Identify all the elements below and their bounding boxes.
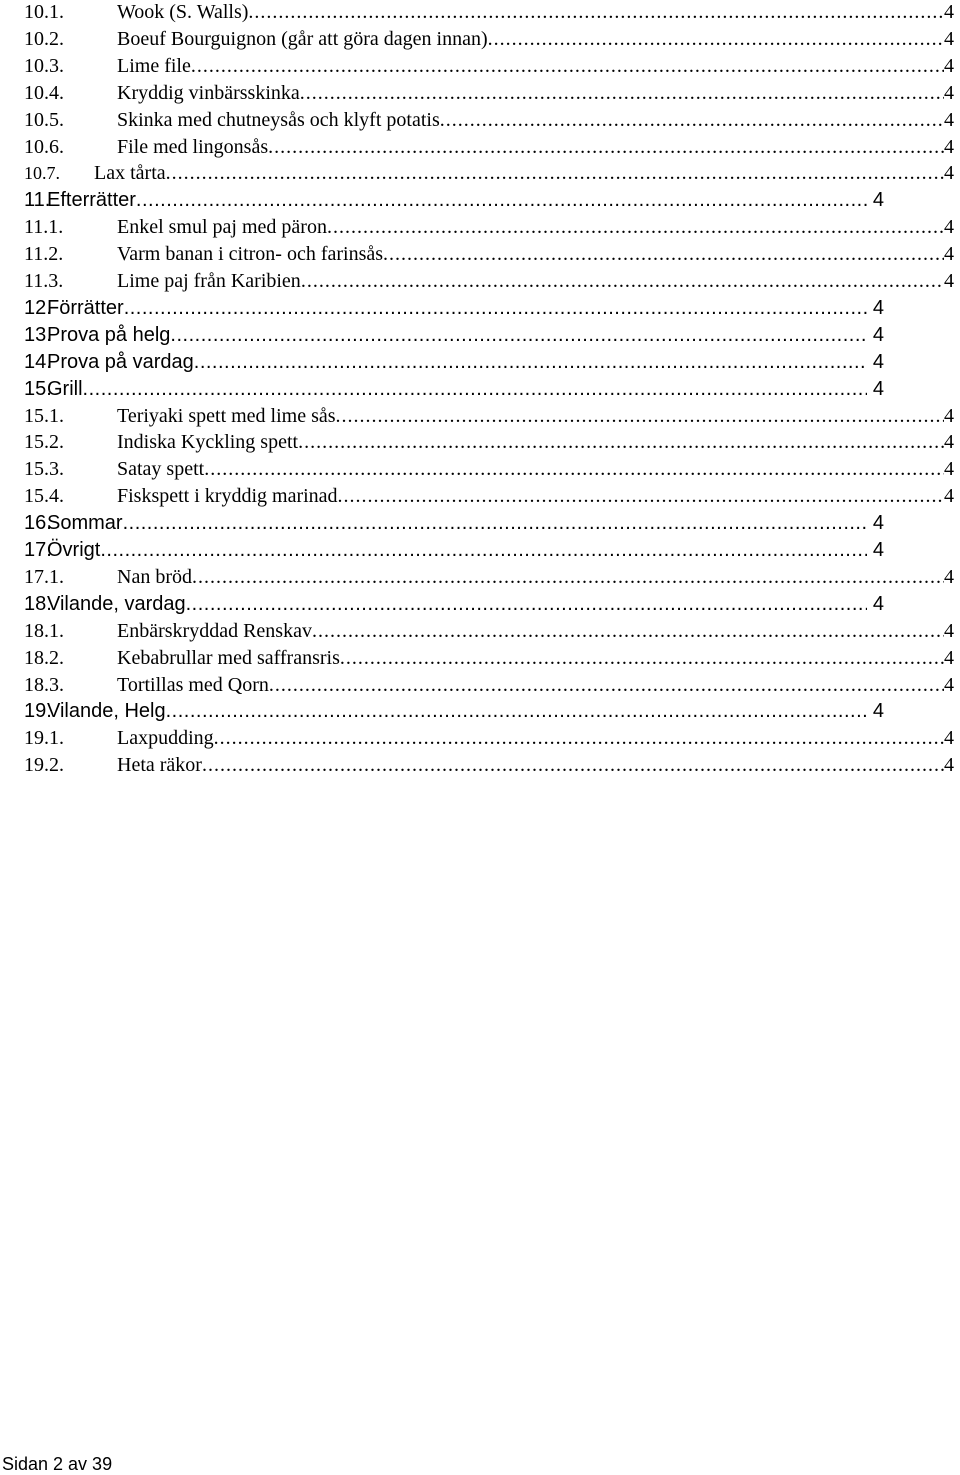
toc-leader-dots — [204, 458, 944, 481]
toc-leader-dots — [312, 620, 944, 643]
toc-entry-title: Nan bröd — [117, 565, 192, 588]
toc-entry[interactable] — [24, 109, 954, 136]
toc-entry-number: 18. — [24, 592, 52, 615]
toc-entry[interactable] — [24, 136, 954, 163]
toc-entry-page: 4 — [872, 323, 884, 346]
toc-entry[interactable] — [24, 458, 954, 485]
toc-entry-number: 15. — [24, 377, 52, 400]
toc-entry[interactable] — [24, 351, 884, 378]
toc-entry-page: 4 — [872, 700, 884, 723]
toc-entry-page: 4 — [872, 296, 884, 319]
page-footer: Sidan 2 av 39 — [2, 1454, 113, 1474]
toc-entry-title: Laxpudding — [117, 727, 214, 750]
toc-entry-title: Sommar — [47, 512, 123, 535]
toc-entry-title: Övrigt — [47, 539, 101, 561]
toc-entry-title: Vilande, Helg — [47, 700, 166, 723]
toc-entry-page: 4 — [872, 350, 884, 373]
toc-entry-page: 4 — [872, 512, 884, 535]
toc-entry-number: 15.1. — [24, 404, 64, 427]
toc-entry-page: 4 — [944, 458, 954, 481]
toc-entry-number: 19.2. — [24, 754, 64, 777]
toc-entry[interactable] — [24, 566, 954, 593]
toc-entry-title: Skinka med chutneysås och klyft potatis — [117, 108, 440, 131]
toc-entry[interactable] — [24, 297, 884, 324]
toc-entry-page: 4 — [944, 727, 954, 750]
toc-leader-dots — [100, 539, 867, 562]
toc-entry-title: Lax tårta — [94, 162, 166, 185]
toc-entry-title: Grill — [47, 377, 83, 400]
toc-entry-page: 4 — [944, 431, 954, 454]
toc-entry-number: 12. — [24, 296, 52, 319]
toc-entry-title: Vilande, vardag — [47, 592, 186, 615]
toc-entry-title: Enkel smul paj med päron — [117, 216, 327, 239]
toc-entry-page: 4 — [944, 135, 954, 158]
toc-entry-number: 10.7. — [24, 163, 60, 184]
toc-entry[interactable] — [24, 82, 954, 109]
toc-entry-page: 4 — [944, 754, 954, 777]
toc-entry-title: Kebabrullar med saffransris — [117, 646, 340, 669]
toc-leader-dots — [488, 28, 944, 51]
toc-entry-title: Kryddig vinbärsskinka — [117, 81, 300, 104]
toc-entry-page: 4 — [944, 404, 954, 427]
toc-leader-dots — [192, 566, 944, 589]
toc-entry-page: 4 — [944, 673, 954, 696]
toc-leader-dots — [186, 593, 867, 616]
toc-entry[interactable] — [24, 593, 884, 620]
toc-leader-dots — [301, 270, 944, 293]
toc-entry[interactable] — [24, 243, 954, 270]
toc-entry-title: Förrätter — [47, 296, 124, 319]
toc-entry-title: Wook (S. Walls) — [117, 1, 249, 23]
toc-entry-page: 4 — [872, 189, 884, 212]
toc-entry-number: 11. — [24, 189, 51, 212]
toc-entry[interactable] — [24, 55, 954, 82]
toc-entry-title: Efterrätter — [47, 189, 136, 212]
toc-entry[interactable] — [24, 512, 884, 539]
toc-leader-dots — [123, 512, 867, 535]
toc-leader-dots — [136, 189, 867, 212]
toc-leader-dots — [248, 1, 944, 24]
toc-entry[interactable] — [24, 28, 954, 55]
toc-entry-title: Satay spett — [117, 458, 205, 481]
toc-entry-title: Prova på vardag — [47, 350, 194, 373]
toc-leader-dots — [383, 243, 944, 266]
toc-entry-number: 11.2. — [24, 243, 64, 266]
toc-entry-number: 11.1. — [24, 216, 64, 239]
toc-entry-number: 15.4. — [24, 485, 64, 508]
toc-entry-number: 11.3. — [24, 270, 64, 292]
toc-leader-dots — [338, 485, 944, 508]
toc-entry-number: 15.3. — [24, 458, 64, 481]
toc-leader-dots — [298, 431, 944, 454]
toc-entry-title: Heta räkor — [117, 754, 202, 777]
toc-entry-title: Lime paj från Karibien — [117, 270, 301, 292]
toc-entry-title: Fiskspett i kryddig marinad — [117, 485, 338, 508]
toc-leader-dots — [202, 754, 944, 777]
toc-entry-number: 10.4. — [24, 81, 64, 104]
toc-entry-number: 18.2. — [24, 646, 64, 669]
toc-entry[interactable] — [24, 324, 884, 351]
toc-entry-page: 4 — [944, 646, 954, 669]
toc-entry-title: Enbärskryddad Renskav — [117, 619, 312, 642]
toc-entry[interactable] — [24, 162, 954, 189]
toc-entry-number: 19.1. — [24, 727, 64, 750]
toc-entry-number: 10.1. — [24, 1, 64, 23]
toc-leader-dots — [269, 674, 944, 697]
toc-entry-page: 4 — [944, 485, 954, 508]
toc-entry-number: 14. — [24, 350, 52, 373]
toc-entry[interactable] — [24, 700, 884, 727]
toc-leader-dots — [440, 109, 944, 132]
toc-entry-page: 4 — [944, 270, 954, 292]
toc-entry-number: 13. — [24, 323, 52, 346]
toc-entry-number: 17.1. — [24, 565, 64, 588]
toc-entry-number: 17. — [24, 539, 52, 561]
toc-entry[interactable] — [24, 647, 954, 674]
toc-entry-page: 4 — [872, 539, 884, 561]
toc-entry-page: 4 — [944, 27, 954, 50]
toc-entry[interactable] — [24, 405, 954, 432]
toc-entry-page: 4 — [944, 619, 954, 642]
toc-entry[interactable] — [24, 674, 954, 701]
toc-leader-dots — [166, 700, 867, 723]
toc-leader-dots — [194, 351, 867, 374]
toc-entry-page: 4 — [944, 1, 954, 23]
toc-entry[interactable] — [24, 539, 884, 566]
toc-entry[interactable] — [24, 189, 884, 216]
toc-leader-dots — [268, 136, 944, 159]
toc-leader-dots — [214, 727, 944, 750]
toc-entry[interactable] — [24, 431, 954, 458]
toc-entry-number: 19. — [24, 700, 52, 723]
toc-leader-dots — [166, 162, 944, 185]
toc-entry[interactable] — [24, 620, 954, 647]
toc-entry-title: Prova på helg — [47, 323, 171, 346]
toc-leader-dots — [83, 378, 867, 401]
toc-leader-dots — [327, 216, 944, 239]
toc-leader-dots — [124, 297, 867, 320]
toc-entry-title: Tortillas med Qorn — [117, 673, 269, 696]
toc-entry-title: Boeuf Bourguignon (går att göra dagen innan) — [117, 27, 488, 50]
toc-entry[interactable] — [24, 754, 954, 781]
toc-entry[interactable] — [24, 378, 884, 405]
toc-leader-dots — [336, 405, 944, 428]
toc-entry-title: Indiska Kyckling spett — [117, 431, 299, 454]
toc-entry-number: 10.6. — [24, 135, 64, 158]
toc-entry-page: 4 — [944, 243, 954, 266]
toc-entry-number: 18.1. — [24, 619, 64, 642]
toc-entry-page: 4 — [944, 162, 954, 185]
toc-entry[interactable] — [24, 1, 954, 28]
toc-entry-number: 10.2. — [24, 27, 64, 50]
toc-entry-title: Lime file — [117, 54, 191, 77]
toc-entry-number: 15.2. — [24, 431, 64, 454]
toc-leader-dots — [340, 647, 944, 670]
toc-leader-dots — [191, 55, 944, 78]
toc-entry-page: 4 — [872, 377, 884, 400]
toc-entry[interactable] — [24, 216, 954, 243]
toc-entry-title: File med lingonsås — [117, 135, 269, 158]
toc-entry-page: 4 — [872, 592, 884, 615]
toc-entry-title: Teriyaki spett med lime sås — [117, 404, 336, 427]
toc-leader-dots — [300, 82, 944, 105]
toc-entry[interactable] — [24, 485, 954, 512]
toc-leader-dots — [170, 324, 866, 347]
toc-entry-page: 4 — [944, 565, 954, 588]
toc-entry-page: 4 — [944, 216, 954, 239]
toc-entry[interactable] — [24, 270, 954, 297]
toc-entry-page: 4 — [944, 108, 954, 131]
toc-entry-number: 10.5. — [24, 108, 64, 131]
toc-entry-number: 16. — [24, 512, 52, 535]
toc-entry-number: 18.3. — [24, 673, 64, 696]
toc-entry-page: 4 — [944, 54, 954, 77]
toc-entry[interactable] — [24, 727, 954, 754]
toc-entry-number: 10.3. — [24, 54, 64, 77]
toc-entry-page: 4 — [944, 81, 954, 104]
toc-entry-title: Varm banan i citron- och farinsås — [117, 243, 384, 266]
